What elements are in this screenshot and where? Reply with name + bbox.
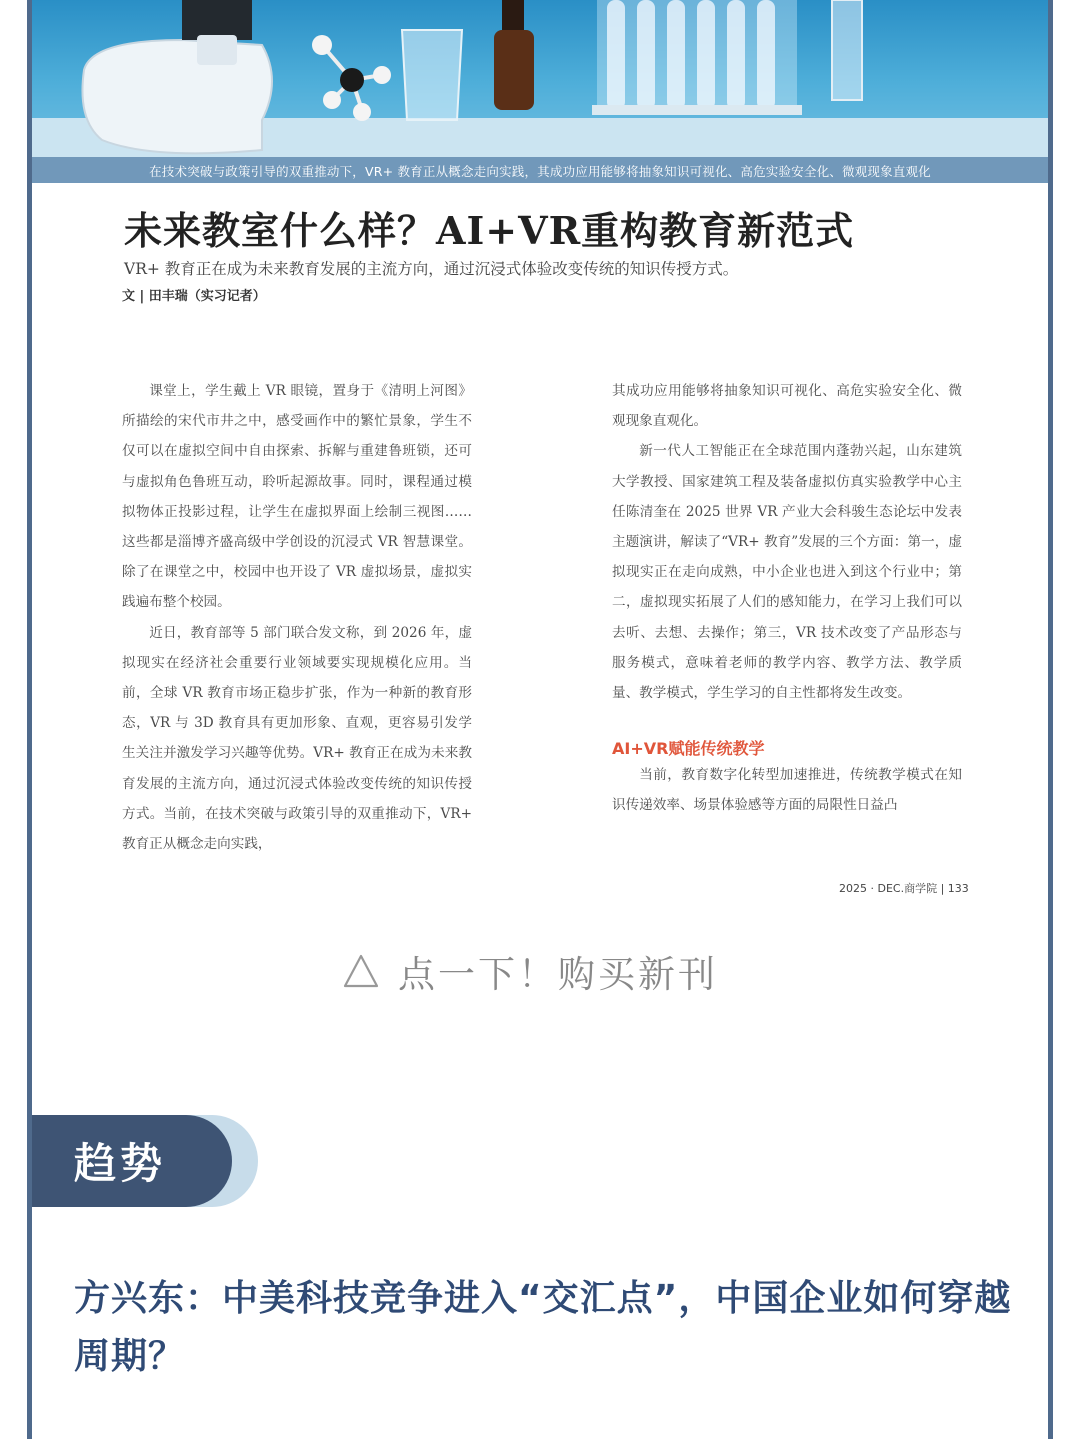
trend-tag-label: 趋势 xyxy=(74,1139,167,1188)
page-footer: 2025 · DEC.商学院 | 133 xyxy=(839,882,969,895)
triangle-outline-icon xyxy=(342,953,380,989)
paragraph: 当前，教育数字化转型加速推进，传统教学模式在知识传递效率、场景体验感等方面的局限性日益凸 xyxy=(612,767,962,814)
article-title: 未来教室什么样？AI+VR重构教育新范式 xyxy=(124,208,855,253)
article-headline-link[interactable]: 方兴东：中美科技竞争进入“交汇点”，中国企业如何穿越周期？ xyxy=(74,1278,1012,1377)
paragraph: 课堂上，学生戴上 VR 眼镜，置身于《清明上河图》所描绘的宋代市井之中，感受画作中的繁忙景象，学生不仅可以在虚拟空间中自由探索、拆解与重建鲁班锁，还可与虚拟角色鲁班互动，聆听起源故事。同时，课程通过模拟物体正投影过程，让学生在虚拟界面上绘制三视图……这些都是淄博齐盛高级中学创设的沉浸式 VR 智慧课堂。除了在课堂之中，校园中也开设了 VR 虚拟场景，虚拟实践遍布整个校园。 xyxy=(122,383,472,611)
buy-new-issue-label: 点一下！购买新刊 xyxy=(398,953,718,996)
buy-new-issue-link[interactable] xyxy=(342,944,718,998)
page-frame-left xyxy=(27,0,32,1439)
article-byline: 文 | 田丰瑞（实习记者） xyxy=(122,289,266,304)
section-heading: AI+VR赋能传统教学 xyxy=(612,739,765,759)
page-frame-right xyxy=(1048,0,1053,1439)
paragraph: 近日，教育部等 5 部门联合发文称，到 2026 年，虚拟现实在经济社会重要行业领域要实现规模化应用。当前，全球 VR 教育市场正稳步扩张，作为一种新的教育形态，VR 与 3D 教育具有更加形象、直观，更容易引发学生关注并激发学习兴趣等优势。VR+ 教育正在成为未来教育发展的主流方向，通过沉浸式体验改变传统的知识传授方式。当前，在技术突破与政策引导的双重推动下，VR+ 教育正从概念走向实践， xyxy=(122,624,472,853)
paragraph-continuation: 其成功应用能够将抽象知识可视化、高危实验安全化、微观现象直观化。 xyxy=(612,383,962,430)
trend-tag xyxy=(32,1115,232,1207)
lab-scene-illustration xyxy=(32,0,1048,183)
hero-caption: 在技术突破与政策引导的双重推动下，VR+ 教育正从概念走向实践，其成功应用能够将抽象知识可视化、高危实验安全化、微观现象直观化 xyxy=(149,164,931,179)
paragraph: 新一代人工智能正在全球范围内蓬勃兴起，山东建筑大学教授、国家建筑工程及装备虚拟仿真实验教学中心主任陈清奎在 2025 世界 VR 产业大会科骏生态论坛中发表主题演讲，解读了“VR+ 教育”发展的三个方面：第一，虚拟现实正在走向成熟，中小企业也进入到这个行业中；第二，虚拟现实拓展了人们的感知能力，在学习上我们可以去听、去想、去操作；第三，VR 技术改变了产品形态与服务模式，意味着老师的教学内容、教学方法、教学质量、教学模式，学生学习的自主性都将发生改变。 xyxy=(612,443,962,702)
article-column-right xyxy=(612,376,962,821)
hero-image xyxy=(32,0,1048,183)
article-column-left xyxy=(122,376,472,859)
article-subtitle: VR+ 教育正在成为未来教育发展的主流方向，通过沉浸式体验改变传统的知识传授方式。 xyxy=(124,260,739,278)
